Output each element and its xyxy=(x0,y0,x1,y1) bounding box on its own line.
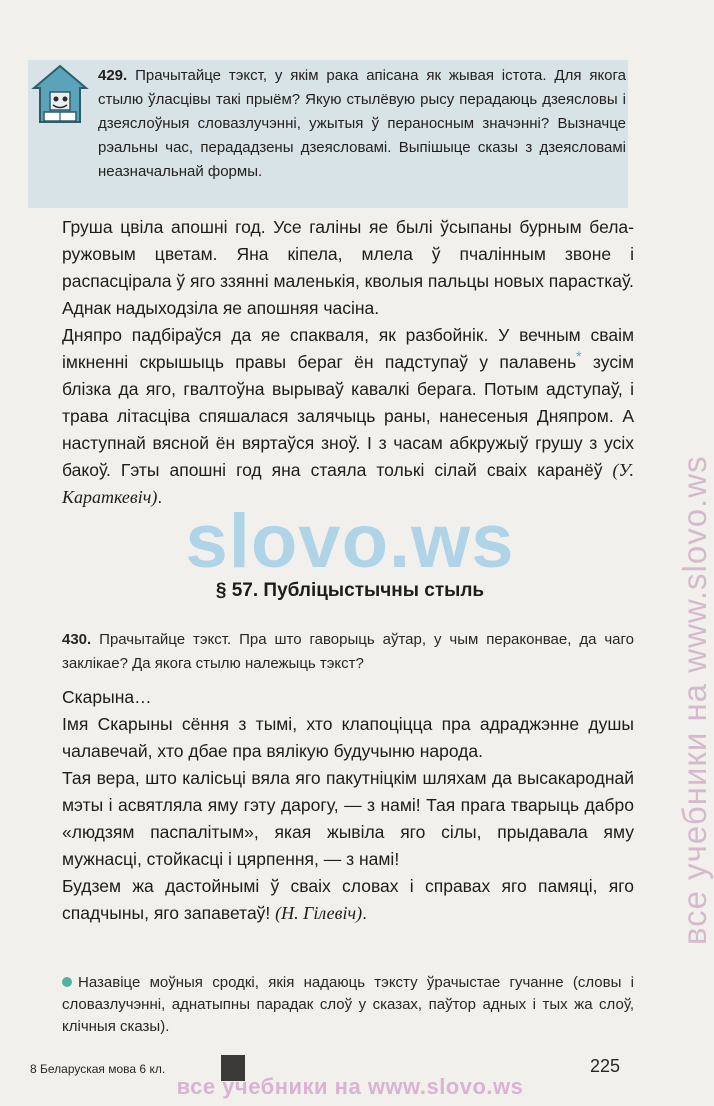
author-citation: (Н. Гілевіч) xyxy=(275,903,363,923)
exercise-instruction-text: Прачытайце тэкст, у якім рака апісана як жывая істота. Для якога стылю ўласцівы такі прыём? Якую стылёвую рысу перадаюць дзеясловы і дзеяслоўныя словазлучэнні, ужытыя ў пераносным значэнні? Вызначце рэальны час, перададзены дзеясловамі. Выпішыце сказы з дзеясловамі неазначальнай формы. xyxy=(98,67,627,180)
watermark-center: slovo.ws xyxy=(185,499,515,584)
paragraph: Імя Скарыны сёння з тымі, хто клапоціцца пра адраджэнне душы чалавечай, хто дбае пра вялікую будучыню народа. xyxy=(62,714,634,761)
paragraph-text: Дняпро падбіраўся да яе спакваля, як разбойнік. У вечным сваім імкненні скрышыць правы бераг ён падступаў у палавень xyxy=(62,325,634,372)
exercise-430-instruction xyxy=(62,628,634,676)
paragraph-text: Будзем жа дастойнымі ў сваіх словах і справах яго памяці, яго спадчыны, яго запаветаў! xyxy=(62,876,634,923)
paragraph: Тая вера, што калісьці вяла яго пакутніцкім шляхам да высакароднай мэты і асвятляла яму гэту дарогу, — з намі! Тая прага тварыць дабро «людзям паспалітым», якая жывіла яго сілы, прыдавала яму мужнасці, стойкасці і цярпення, — з намі! xyxy=(62,768,634,869)
exercise-instruction-text: Прачытайце тэкст. Пра што гаворыць аўтар, у чым пераконвае, да чаго заклікае? Да якога стылю належыць тэкст? xyxy=(62,631,635,672)
paragraph: Груша цвіла апошні год. Усе галіны яе былі ўсыпаны бурным бела-ружовым цветам. Яна кіпела, млела ў пчалінным звоне і распасцірала ў яго ззянні маленькія, кволыя пальцы новых парасткаў. xyxy=(62,217,634,291)
task-instruction xyxy=(62,972,634,1038)
exercise-429-instruction xyxy=(98,64,626,184)
paragraph xyxy=(62,873,634,927)
house-book-icon xyxy=(32,64,88,126)
paragraph: Скарына… xyxy=(62,687,152,707)
paragraph xyxy=(62,322,634,511)
watermark-bottom: все учебники на www.slovo.ws xyxy=(176,1074,524,1099)
exercise-number: 430. xyxy=(62,631,92,648)
reading-text-429 xyxy=(62,214,634,511)
reading-text-430 xyxy=(62,684,634,927)
green-dot-icon xyxy=(62,977,72,987)
paragraph: Аднак надыходзіла яе апошняя часіна. xyxy=(62,298,380,318)
author-citation: (У. Караткевіч) xyxy=(62,460,634,507)
task-text: Назавіце моўныя сродкі, якія надаюць тэксту ўрачыстае гучанне (словы і словазлучэнні, аднатыпны парадак слоў у сказах, паўтор адных і тых жа слоў, клічныя сказы). xyxy=(62,974,634,1035)
paragraph-end: . xyxy=(157,487,163,507)
watermark-vertical: все учебники на www.slovo.ws xyxy=(676,455,713,945)
footnote-star: * xyxy=(576,348,582,365)
paragraph-end: . xyxy=(362,903,367,923)
paragraph-text: зусім блізка да яго, гвалтоўна вырываў кавалкі берага. Потым адступаў, і трава літасціва спяшалася залячыць раны, нанесеныя Дняпром. А наступнай вясной ён вяртаўся зноў. І з часам абкружыў грушу з усіх бакоў. Гэты апошні год яна стаяла толькі сілай сваіх каранёў xyxy=(62,352,634,480)
page-number: 225 xyxy=(590,1056,621,1076)
footer-book-title: 8 Беларуская мова 6 кл. xyxy=(30,1062,166,1076)
exercise-number: 429. xyxy=(98,67,128,84)
section-title: § 57. Публіцыстычны стыль xyxy=(215,580,485,601)
